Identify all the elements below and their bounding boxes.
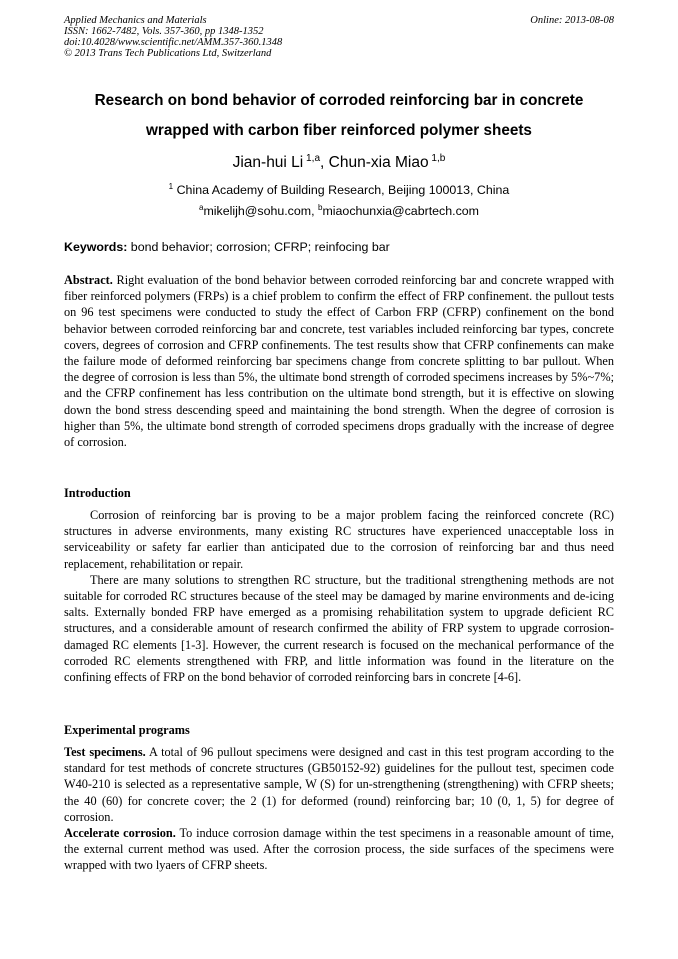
email-address: mikelijh@sohu.com bbox=[203, 204, 312, 218]
section-heading: Experimental programs bbox=[64, 723, 190, 737]
keywords-line bbox=[64, 239, 614, 255]
abstract-section bbox=[64, 272, 614, 450]
keywords-label: Keywords: bbox=[64, 240, 128, 254]
author-line bbox=[64, 153, 614, 173]
paper-title: Research on bond behavior of corroded reinforcing bar in concrete wrapped with carbon fiber reinforced polymer sheets bbox=[94, 92, 584, 139]
abstract-paragraph bbox=[64, 272, 614, 450]
subsection-text: A total of 96 pullout specimens were designed and cast in this test program according to the standard for test methods of concrete structures (GB50152-92) guidelines for the pullout test, specimen code W40-210 is selected as a representative sample, W (S) for un-strengthening (strengthening) with CFRP sheets; the 40 (60) for concrete cover; the 2 (1) for deformed (round) reinforcing bar; 10 (0, 1, 5) for degree of corrosion. bbox=[64, 745, 615, 824]
email-mark: a bbox=[199, 202, 204, 212]
author-separator: , bbox=[320, 154, 329, 171]
author-affiliation-mark: 1,a bbox=[306, 152, 321, 164]
issn-line: ISSN: 1662-7482, Vols. 357-360, pp 1348-1352 bbox=[64, 26, 264, 37]
doi-line: doi:10.4028/www.scientific.net/AMM.357-360.1348 bbox=[64, 37, 283, 48]
experimental-section bbox=[64, 722, 614, 874]
abstract-text: Right evaluation of the bond behavior between corroded reinforcing bar and concrete wrapped with fiber reinforced polymers (FRPs) is a chief problem to confirm the effect of FRP confinement. the pullout tests on 96 test specimens were conducted to study the effect of Carbon FRP (CFRP) confinement on the bond behavior between corroded reinforcing bar and concrete, test variables included reinforcing bar types, concrete covers, degrees of corrosion and CFRP confinements. The test results show that CFRP confinements can make the failure mode of deformed reinforcing bar specimens change from concrete splitting to bar pullout. When the degree of corrosion is less than 5%, the ultimate bond strength of corroded specimens increases by 5%~7%; and the CFRP confinement has less contribution on the ultimate bond strength, but it is effective on slowing down the bond stress descending speed and maintaining the bond strength. When the degree of corrosion is higher than 5%, the ultimate bond strength of corroded specimens drops gradually with the increase of degree of corrosion. bbox=[64, 273, 614, 450]
subsection-label: Accelerate corrosion. bbox=[64, 826, 176, 841]
author-name: Jian-hui Li bbox=[232, 154, 304, 171]
section-heading: Introduction bbox=[64, 486, 131, 500]
subsection-label: Test specimens. bbox=[64, 745, 146, 759]
affiliation-line bbox=[64, 182, 614, 198]
affiliation-mark: 1 bbox=[168, 181, 174, 191]
online-date: Online: 2013-08-08 bbox=[530, 15, 614, 26]
abstract-label: Abstract. bbox=[64, 273, 113, 287]
author-name: Chun-xia Miao bbox=[328, 154, 429, 171]
affiliation-text: China Academy of Building Research, Beijing 100013, China bbox=[176, 183, 510, 197]
author-affiliation-mark: 1,b bbox=[431, 152, 446, 164]
email-separator: , bbox=[311, 204, 318, 218]
body-paragraph: Corrosion of reinforcing bar is proving to be a major problem facing the reinforced concrete (RC) structures in adverse environments, many existing RC structures have experienced unacceptable loss in serviceability or safety far earlier than anticipated due to the corrosion of reinforcing bar and thus need replacement, rehabilitation or repair. bbox=[64, 508, 614, 571]
email-mark: b bbox=[317, 202, 323, 212]
subsection-text: To induce corrosion damage within the test specimens in a reasonable amount of time, the external current method was used. After the corrosion process, the side surfaces of the specimens were wrapped with two lyaers of CFRP sheets. bbox=[64, 826, 614, 873]
running-header bbox=[64, 15, 614, 59]
email-line bbox=[64, 203, 614, 219]
body-paragraph bbox=[64, 744, 614, 825]
body-paragraph: There are many solutions to strengthen RC structure, but the traditional strengthening methods are not suitable for corroded RC structures because of the steel may be damaged by marine environments and de-icing salts. Externally bonded FRP have emerged as a promising rehabilitation system to upgrade deficient RC structures, and a considerable amount of research confirmed the ability of FRP system to upgrade corrosion-damaged RC elements [1-3]. However, the current research is focused on the mechanical performance of the corroded RC elements strengthened with FRP, and little information was found in the literature on the confining effects of FRP on the bond behavior of corroded reinforcing bars in concrete [4-6]. bbox=[64, 572, 614, 685]
keywords-text: bond behavior; corrosion; CFRP; reinfocing bar bbox=[127, 240, 390, 254]
journal-name: Applied Mechanics and Materials bbox=[64, 15, 207, 26]
copyright-line: © 2013 Trans Tech Publications Ltd, Switzerland bbox=[64, 48, 272, 59]
body-paragraph bbox=[64, 825, 614, 874]
introduction-section bbox=[64, 485, 614, 685]
email-address: miaochunxia@cabrtech.com bbox=[322, 204, 479, 218]
